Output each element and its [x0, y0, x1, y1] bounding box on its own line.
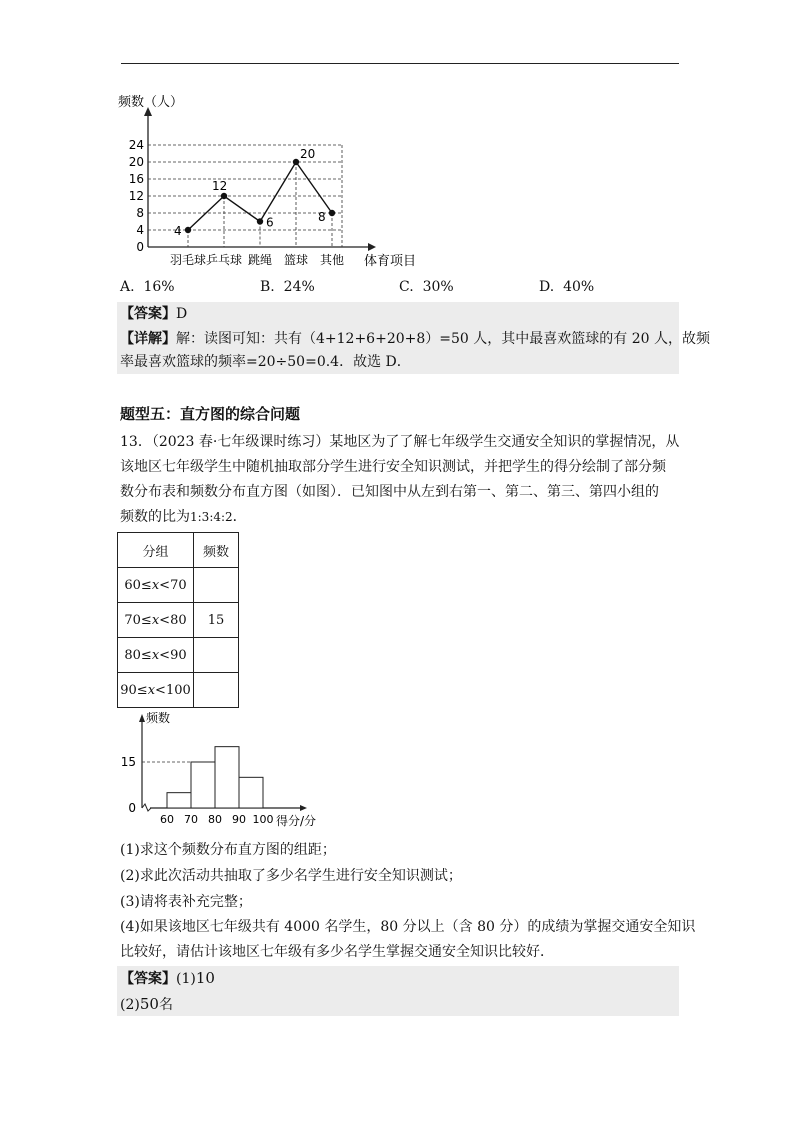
y-axis-arrow	[139, 714, 145, 722]
histogram-bar	[167, 793, 191, 808]
y-tick-label: 4	[136, 223, 144, 237]
problem-line-1: 13．（2023 春·七年级课时练习）某地区为了了解七年级学生交通安全知识的掌握情况，从	[120, 434, 680, 450]
count-cell[interactable]: 15	[194, 603, 239, 638]
histogram-bar	[215, 747, 239, 808]
group-cell	[118, 673, 194, 708]
data-label: 4	[174, 224, 182, 238]
y-axis-label: 频数（人）	[118, 95, 184, 110]
header-group: 分组	[118, 533, 194, 568]
var-x: x	[151, 647, 160, 663]
histogram-bar	[191, 762, 215, 808]
x-axis-label: 体育项目	[364, 254, 417, 269]
y-tick-label: 20	[128, 155, 144, 169]
table-header-row	[118, 533, 239, 568]
histogram	[110, 708, 350, 833]
question-1: (1)求这个频数分布直方图的组距；	[120, 842, 336, 858]
x-tick-label: 60	[160, 813, 174, 826]
group-lo: 90	[120, 682, 137, 698]
data-label: 20	[300, 147, 316, 161]
answer-2-unit: 名	[158, 997, 173, 1013]
detail-text-1: 解：读图可知：共有（4+12+6+20+8）=50 人，其中最喜欢篮球的有 20 人，故频	[176, 331, 710, 347]
choice-key: A.	[120, 279, 135, 295]
choice-d[interactable]	[539, 279, 594, 295]
y-tick-label: 0	[136, 240, 144, 254]
count-cell[interactable]	[194, 568, 239, 603]
x-axis-label: 得分/分	[276, 814, 317, 828]
axis-break	[142, 804, 151, 811]
answer-line	[120, 302, 187, 326]
choice-key: D.	[539, 279, 555, 295]
choice-text: 40%	[563, 279, 595, 295]
answer-2-value: 50	[139, 995, 159, 1013]
answer-label: 【答案】	[120, 306, 176, 322]
group-cell	[118, 603, 194, 638]
answer-box-13	[117, 966, 679, 1016]
y-tick-label: 24	[128, 138, 144, 152]
data-label: 8	[318, 210, 326, 224]
group-hi: 80	[170, 612, 187, 628]
x-tick-label: 羽毛球	[169, 253, 207, 267]
data-label: 12	[212, 179, 228, 193]
y-tick-label: 12	[128, 189, 144, 203]
y-tick-label: 0	[128, 801, 136, 815]
y-tick-label: 15	[120, 754, 136, 769]
data-label: 6	[266, 215, 274, 230]
ratio-suffix: ．	[232, 509, 247, 525]
count-cell[interactable]	[194, 673, 239, 708]
x-tick-label: 70	[184, 813, 198, 826]
detail-line-1	[120, 327, 710, 351]
lt-sign: <	[159, 612, 171, 628]
y-axis-label: 频数	[146, 711, 171, 725]
choice-key: B.	[260, 279, 275, 295]
var-x: x	[151, 577, 160, 593]
x-tick-label: 90	[232, 813, 246, 826]
count-cell[interactable]	[194, 638, 239, 673]
y-tick-label: 16	[128, 172, 144, 186]
choice-b[interactable]	[260, 279, 315, 295]
y-tick-label: 8	[136, 206, 144, 220]
choice-a[interactable]	[120, 279, 175, 295]
x-tick-label: 其他	[319, 253, 345, 267]
table-row	[118, 673, 239, 708]
lt-sign: <	[155, 682, 166, 698]
choice-c[interactable]	[399, 279, 454, 295]
detail-label: 【详解】	[120, 331, 176, 347]
answer-1-prefix: (1)	[176, 971, 196, 987]
frequency-table	[117, 532, 239, 708]
problem-line-4	[120, 505, 247, 529]
data-point	[257, 218, 263, 224]
group-cell	[118, 568, 194, 603]
group-cell	[118, 638, 194, 673]
histogram-bar	[239, 777, 263, 808]
question-2: (2)求此次活动共抽取了多少名学生进行安全知识测试；	[120, 868, 462, 884]
data-point	[293, 159, 299, 165]
problem-line-2: 该地区七年级学生中随机抽取部分学生进行安全知识测试，并把学生的得分绘制了部分频	[120, 459, 666, 475]
data-point	[329, 210, 335, 216]
answer-value: D	[176, 306, 188, 322]
line-chart	[110, 90, 417, 275]
header-count: 频数	[194, 533, 239, 568]
answer-label: 【答案】	[120, 971, 176, 987]
x-axis-arrow	[368, 243, 376, 251]
group-hi: 70	[170, 577, 187, 593]
le-sign: ≤	[140, 647, 152, 663]
data-point	[221, 193, 227, 199]
table-row	[118, 638, 239, 673]
lt-sign: <	[159, 647, 171, 663]
question-4-line-2: 比较好，请估计该地区七年级有多少名学生掌握交通安全知识比较好．	[120, 944, 554, 960]
ratio-value: 1:3:4:2	[190, 510, 233, 524]
le-sign: ≤	[136, 682, 148, 698]
le-sign: ≤	[140, 577, 152, 593]
table-row	[118, 603, 239, 638]
var-x: x	[151, 612, 160, 628]
x-tick-label: 80	[208, 813, 222, 826]
x-axis-arrow	[300, 805, 307, 811]
ratio-prefix: 频数的比为	[120, 509, 190, 525]
choice-text: 30%	[422, 279, 454, 295]
table-row	[118, 568, 239, 603]
question-4-line-1: (4)如果该地区七年级共有 4000 名学生，80 分以上（含 80 分）的成绩为掌握交通安全知识	[120, 919, 696, 935]
choice-key: C.	[399, 279, 414, 295]
answer-1-value: 10	[195, 969, 215, 987]
problem-line-3: 数分布表和频数分布直方图（如图）．已知图中从左到右第一、第二、第三、第四小组的	[120, 484, 659, 500]
question-3: (3)请将表补充完整；	[120, 894, 252, 910]
answer-13-line-1	[120, 966, 215, 991]
group-hi: 90	[170, 647, 187, 663]
lt-sign: <	[159, 577, 171, 593]
answer-13-line-2	[120, 992, 173, 1017]
var-x: x	[147, 682, 156, 698]
x-tick-label: 100	[252, 813, 274, 826]
le-sign: ≤	[140, 612, 152, 628]
x-tick-label: 篮球	[283, 253, 309, 267]
choice-text: 16%	[143, 279, 175, 295]
choice-text: 24%	[283, 279, 315, 295]
detail-line-2: 率最喜欢篮球的频率=20÷50=0.4．故选 D．	[120, 354, 411, 370]
group-lo: 60	[124, 577, 141, 593]
section-title: 题型五：直方图的综合问题	[120, 405, 301, 423]
answer-2-prefix: (2)	[120, 997, 140, 1013]
group-hi: 100	[165, 682, 191, 698]
data-point	[185, 227, 191, 233]
header-rule	[121, 63, 679, 64]
x-tick-label: 乒乓球	[205, 253, 243, 267]
answer-box-12	[117, 302, 710, 374]
group-lo: 80	[124, 647, 141, 663]
group-lo: 70	[124, 612, 141, 628]
x-tick-label: 跳绳	[247, 253, 273, 267]
